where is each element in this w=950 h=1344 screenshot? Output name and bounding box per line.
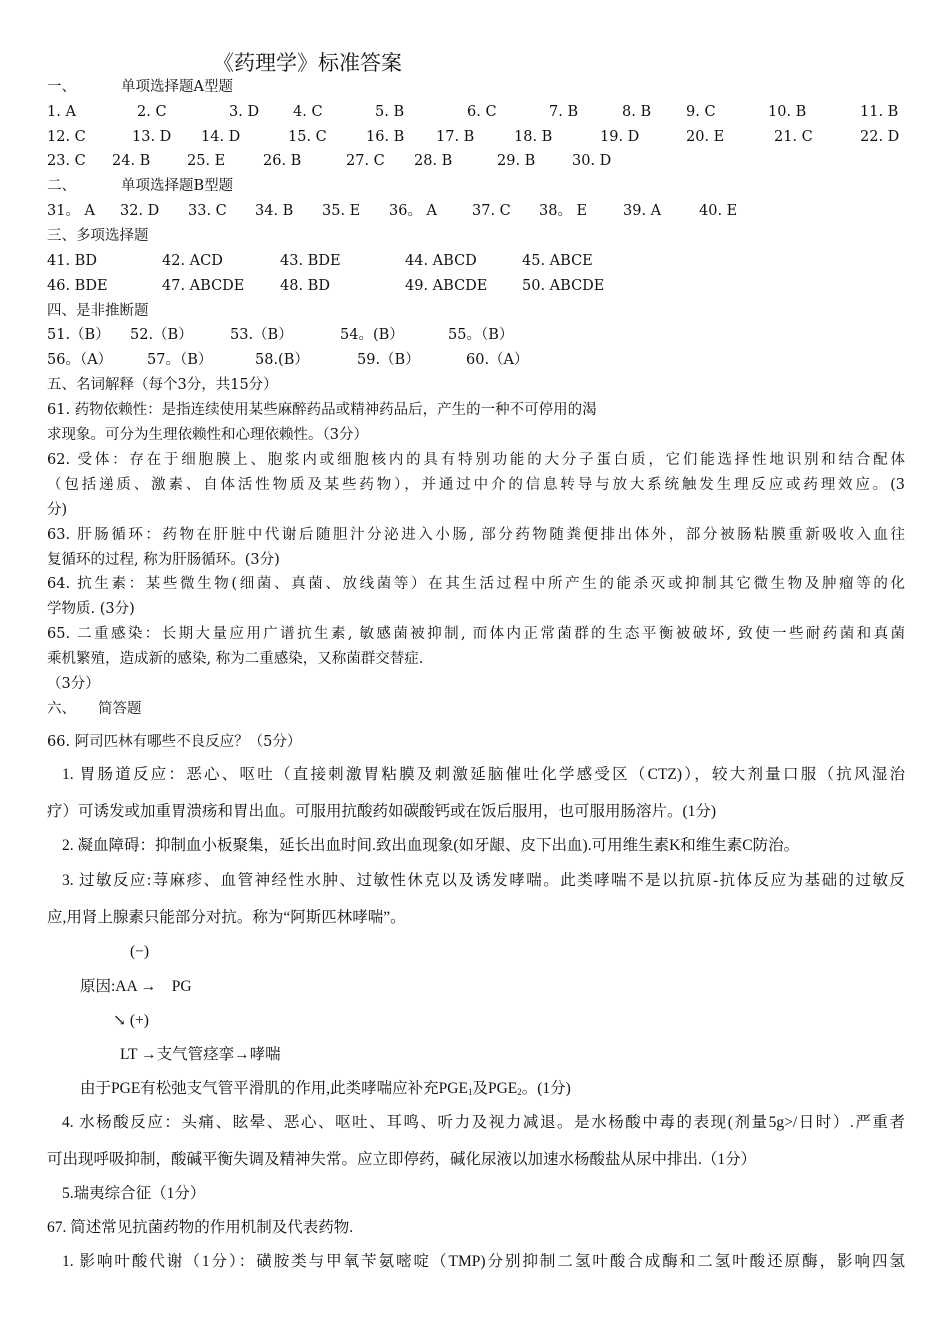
definition-line: 乘机繁殖，造成新的感染, 称为二重感染，又称菌群交替症.	[47, 651, 424, 667]
definition-line: 求现象。可分为生理依赖性和心理依赖性。（3分）	[47, 427, 368, 443]
answer: 27. C	[346, 153, 385, 169]
answer: 5. B	[375, 104, 405, 120]
answer: 29. B	[497, 153, 536, 169]
answer: 20. E	[686, 129, 725, 145]
answer: 14. D	[201, 129, 241, 145]
section-title: 单项选择题B型题	[121, 178, 234, 194]
question-67: 67. 简述常见抗菌药物的作用机制及代表药物.	[47, 1219, 354, 1236]
answer: 51.（B）	[47, 327, 110, 343]
answer: 10. B	[768, 104, 807, 120]
definition-line: 复循环的过程, 称为肝肠循环。(3分)	[47, 552, 280, 568]
answer: 11. B	[860, 104, 899, 120]
definition-line: 分)	[47, 502, 68, 518]
answer: 46. BDE	[47, 278, 108, 294]
answer: 54。(B）	[340, 327, 404, 343]
definition-line: 64. 抗生素：某些微生物(细菌、真菌、放线菌等）在其生活过程中所产生的能杀灭或抑制其它微生物及肿瘤等的化	[47, 576, 905, 592]
definition-line: 61. 药物依赖性：是指连续使用某些麻醉药品或精神药品后，产生的一种不可停用的渴	[47, 402, 597, 418]
question-66: 66. 阿司匹林有哪些不良反应？（5分）	[47, 734, 302, 750]
answer-line: 5.瑞夷综合征（1分）	[62, 1185, 206, 1202]
answer: 25. E	[187, 153, 226, 169]
answer: 44. ABCD	[405, 253, 477, 269]
answer: 39. A	[623, 203, 662, 219]
section-number: 六、	[47, 701, 76, 717]
answer: 8. B	[622, 104, 652, 120]
answer-line	[80, 1079, 571, 1102]
answer: 30. D	[572, 153, 612, 169]
answer: 24. B	[112, 153, 151, 169]
definition-line: 63. 肝肠循环：药物在肝脏中代谢后随胆汁分泌进入小肠, 部分药物随粪便排出体外，部分被肠粘膜重新吸收入血往	[47, 527, 905, 543]
answer: 12. C	[47, 129, 86, 145]
answer: 2. C	[137, 104, 167, 120]
definition-line: 学物质. (3分)	[47, 601, 135, 617]
answer: 13. D	[132, 129, 172, 145]
answer-line: 疗）可诱发或加重胃溃疡和胃出血。可服用抗酸药如碳酸钙或在饭后服用，也可服用肠溶片。(1分)	[47, 803, 717, 820]
answer-line: 1. 胃肠道反应：恶心、呕吐（直接刺激胃粘膜及刺激延脑催吐化学感受区（CTZ)），较大剂量口服（抗风湿治	[62, 766, 905, 783]
answer: 60.（A）	[466, 352, 529, 368]
answer: 38。 E	[539, 203, 588, 219]
answer: 35. E	[322, 203, 361, 219]
answer-line: 可出现呼吸抑制，酸碱平衡失调及精神失常。应立即停药，碱化尿液以加速水杨酸盐从尿中排出.（1分）	[47, 1151, 757, 1168]
text: 由于PGE有松弛支气管平滑肌的作用,此类哮喘应补充PGE	[80, 1080, 468, 1097]
answer: 41. BD	[47, 253, 97, 269]
answer: 49. ABCDE	[405, 278, 488, 294]
pathway-lt: LT →支气管痉挛→哮喘	[120, 1046, 281, 1063]
answer: 55。（B）	[448, 327, 514, 343]
answer: 36。 A	[389, 203, 438, 219]
answer: 3. D	[229, 104, 260, 120]
answer: 15. C	[288, 129, 327, 145]
definition-line: （3分）	[47, 676, 100, 692]
answer-line: 4. 水杨酸反应：头痛、眩晕、恶心、呕吐、耳鸣、听力及视力减退。是水杨酸中毒的表现(剂量5g>/日时）.严重者	[62, 1114, 905, 1131]
answer: 31。 A	[47, 203, 96, 219]
answer: 32. D	[120, 203, 160, 219]
answer: 21. C	[774, 129, 813, 145]
answer: 33. C	[188, 203, 227, 219]
definition-line: 62. 受体：存在于细胞膜上、胞浆内或细胞核内的具有特别功能的大分子蛋白质，它们能选择性地识别和结合配体	[47, 452, 905, 468]
section-1-heading	[47, 77, 233, 97]
answer: 53.（B）	[230, 327, 293, 343]
section-2-heading	[47, 176, 233, 196]
subscript: 1	[467, 1087, 473, 1097]
answer: 4. C	[293, 104, 323, 120]
answer: 7. B	[549, 104, 579, 120]
definition-line: （包括递质、激素、自体活性物质及某些药物），并通过中介的信息转导与放大系统触发生理反应或药理效应。(3	[47, 477, 905, 493]
answer: 58.(B）	[255, 352, 309, 368]
document-title: 《药理学》标准答案	[213, 51, 402, 75]
text: 。(1分)	[521, 1080, 571, 1097]
inhibition-mark: (−)	[130, 943, 150, 960]
answer: 43. BDE	[280, 253, 341, 269]
answer-line: 2. 凝血障碍：抑制血小板聚集，延长出血时间.致出血现象(如牙龈、皮下出血).可用维生素K和维生素C防治。	[62, 837, 800, 854]
answer: 22. D	[860, 129, 900, 145]
section-title: 单项选择题A型题	[121, 79, 233, 95]
answer: 26. B	[263, 153, 302, 169]
section-5-heading: 五、名词解释（每个3分，共15分）	[47, 377, 278, 393]
answer: 9. C	[686, 104, 716, 120]
subscript: 2	[517, 1087, 522, 1097]
answer: 52.（B）	[130, 327, 193, 343]
section-number: 二、	[47, 178, 76, 194]
section-title: 简答题	[98, 701, 142, 717]
answer: 1. A	[47, 104, 76, 120]
answer: 6. C	[467, 104, 497, 120]
answer: 48. BD	[280, 278, 330, 294]
answer-line: 3. 过敏反应:荨麻疹、血管神经性水肿、过敏性休克以及诱发哮喘。此类哮喘不是以抗原-抗体反应为基础的过敏反	[62, 872, 905, 889]
definition-line: 65. 二重感染：长期大量应用广谱抗生素, 敏感菌被抑制, 而体内正常菌群的生态平衡被破坏, 致使一些耐药菌和真菌	[47, 626, 905, 642]
answer: 19. D	[600, 129, 640, 145]
answer: 16. B	[366, 129, 405, 145]
answer: 47. ABCDE	[162, 278, 245, 294]
section-number: 一、	[47, 79, 76, 95]
pathway-cause: 原因:AA → PG	[80, 978, 192, 995]
answer: 37. C	[472, 203, 511, 219]
section-3-heading: 三、多项选择题	[47, 228, 149, 244]
text: 及PGE	[472, 1080, 518, 1097]
answer: 17. B	[436, 129, 475, 145]
answer: 23. C	[47, 153, 86, 169]
answer: 40. E	[699, 203, 738, 219]
answer: 59.（B）	[357, 352, 420, 368]
answer-line: 1. 影响叶酸代谢（1分）：磺胺类与甲氧苄氨嘧啶（TMP)分别抑制二氢叶酸合成酶和二氢叶酸还原酶，影响四氢	[62, 1253, 905, 1270]
section-6-heading	[47, 699, 142, 719]
answer: 42. ACD	[162, 253, 223, 269]
answer: 34. B	[255, 203, 294, 219]
pathway-branch: ↘ (+)	[113, 1012, 149, 1029]
section-4-heading: 四、是非推断题	[47, 303, 149, 319]
answer: 50. ABCDE	[522, 278, 605, 294]
answer: 57。（B）	[147, 352, 213, 368]
answer: 28. B	[414, 153, 453, 169]
answer: 56。（A）	[47, 352, 113, 368]
answer: 45. ABCE	[522, 253, 593, 269]
answer: 18. B	[514, 129, 553, 145]
answer-line: 应,用肾上腺素只能部分对抗。称为“阿斯匹林哮喘”。	[47, 909, 406, 926]
